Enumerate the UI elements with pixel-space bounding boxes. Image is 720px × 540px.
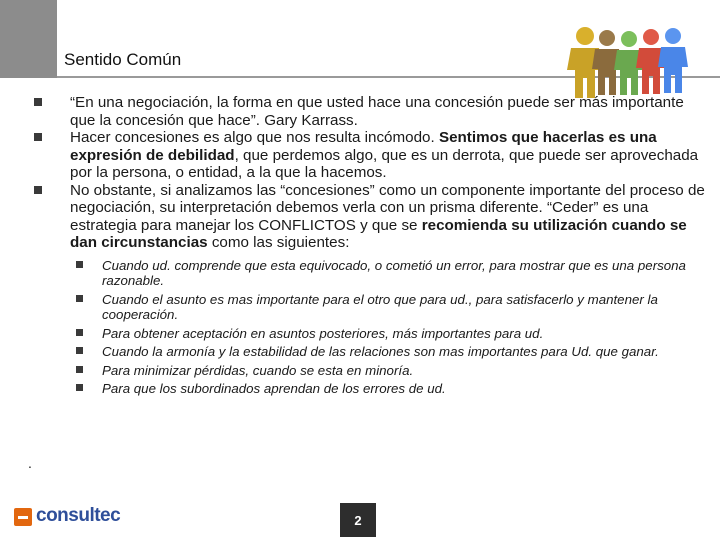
sub-bullet-text: Para obtener aceptación en asuntos posteriores, más importantes para ud. (102, 325, 544, 341)
bullet-quote (34, 94, 710, 129)
square-bullet-icon (76, 347, 83, 354)
bullet-text: “En una negociación, la forma en que usted hace una concesión puede ser más importante que la concesión que hace”. Gary Karrass. (70, 94, 684, 129)
slide-content (34, 94, 710, 400)
sub-bullet-text: Cuando el asunto es mas importante para el otro que para ud., para satisfacerlo y mantener la cooperación. (102, 291, 658, 322)
bullet-text: , que perdemos algo, que es un derrota, que puede ser aprovechada por la persona, o entidad, a la que la hacemos. (70, 146, 699, 181)
sub-bullet-text: Para minimizar pérdidas, cuando se esta en minoría. (102, 362, 414, 378)
sub-bullet-text: Para que los subordinados aprendan de los errores de ud. (102, 381, 446, 396)
page-number: 2 (340, 503, 376, 537)
square-bullet-icon (34, 133, 42, 141)
square-bullet-icon (34, 186, 42, 194)
sub-bullet (34, 363, 710, 379)
bullet-text: Hacer concesiones es algo que nos resulta incómodo. (70, 129, 439, 146)
square-bullet-icon (76, 366, 83, 373)
square-bullet-icon (76, 329, 83, 336)
sub-bullet-text: Cuando ud. comprende que esta equivocado, o cometió un error, para mostrar que es una persona razonable. (102, 257, 686, 288)
sub-bullet-list (34, 258, 710, 397)
bullet-however (34, 182, 710, 252)
logo-text: consultec (36, 505, 121, 526)
slide-title: Sentido Común (64, 50, 182, 69)
logo-square-icon (14, 508, 32, 526)
square-bullet-icon (34, 98, 42, 106)
bullet-bold-text: Sentimos que hacerlas es una expresión de debilidad (70, 129, 657, 164)
bullet-concessions (34, 129, 710, 182)
square-bullet-icon (76, 384, 83, 391)
bullet-bold-text: recomienda su utilización cuando se dan circunstancias (70, 216, 687, 251)
square-bullet-icon (76, 295, 83, 302)
square-bullet-icon (76, 261, 83, 268)
sub-bullet (34, 292, 710, 323)
consultec-logo (14, 505, 124, 529)
bullet-text: como las siguientes: (207, 234, 350, 251)
stray-dot: . (28, 455, 32, 471)
bullet-text: No obstante, si analizamos las “concesiones” como un componente importante del proceso de negociación, su interpretación debemos verla con un prisma diferente. “Ceder” es una estrategia para manejar los CONFLICTOS y que se (70, 181, 705, 234)
people-group-icon (563, 22, 693, 100)
header-gray-block (0, 0, 57, 78)
sub-bullet-text: Cuando la armonía y la estabilidad de las relaciones son mas importantes para Ud. que ganar. (102, 344, 659, 359)
sub-bullet (34, 381, 710, 397)
sub-bullet (34, 344, 710, 360)
person-figure-blue (658, 28, 688, 93)
sub-bullet (34, 326, 710, 342)
sub-bullet (34, 258, 710, 289)
